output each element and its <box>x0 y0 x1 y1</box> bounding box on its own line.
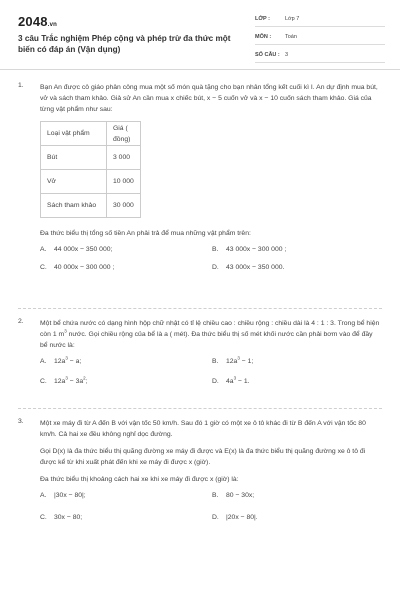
table-header-cell: Giá ( đồng) <box>107 122 141 146</box>
question-paragraph: Gọi D(x) là đa thức biểu thị quãng đường xe máy đi được và E(x) là đa thức biểu thị quãng đường xe ô tô đi được kể từ khi xuất phát đến khi xe máy đi được x (giờ). <box>40 448 366 466</box>
logo-text: 2048 <box>18 14 48 29</box>
question-text: Bạn An được cô giáo phân công mua một số món quà tặng cho bạn nhân tổng kết cuối kì I. An dự định mua bút, vở và sách tham khảo. Giả sử An cần mua x chiếc bút, x − 5 cuốn vở và x − 10 cuốn sách tham khảo. Giá của từng vật phẩm như sau: <box>40 84 378 113</box>
answer-option-b[interactable]: B. $12a^3 - 1$; <box>212 355 254 365</box>
table-header-cell: Loại vật phẩm <box>41 122 107 146</box>
answer-option-c[interactable]: C. $12a^3 - 3a^2$; <box>40 375 88 385</box>
site-logo[interactable] <box>18 14 57 29</box>
answer-option-b[interactable]: B. 80 − 30x; <box>212 492 255 499</box>
table-cell: Sách tham khảo <box>41 194 107 218</box>
question-paragraph: Một xe máy đi từ A đến B với vận tốc 50 km/h. Sau đó 1 giờ có một xe ô tô khác đi từ B đến A với vận tốc 80 km/h. Cả hai xe đều không nghỉ dọc đường. <box>40 420 366 438</box>
meta-value: 3 <box>285 52 289 58</box>
meta-key: LỚP : <box>255 16 270 22</box>
table-row <box>41 194 141 218</box>
meta-value: Lớp 7 <box>285 16 300 22</box>
question-text: Một bể chứa nước có dạng hình hộp chữ nhật có tỉ lệ chiều cao : chiều rộng : chiều dài là 4 : 1 : 3. Trong bể hiện còn 1 $m^3$ nước. Gọi chiều rộng của bể là a ( mét). Đa thức biểu thị số mét khối nước cần phải bơm vào để đầy bể nước là: <box>40 320 380 349</box>
answer-option-d[interactable]: D. $4a^3 - 1$. <box>212 375 250 385</box>
meta-row-subject <box>255 30 385 45</box>
answer-option-a[interactable]: A. |30x − 80|; <box>40 492 86 499</box>
meta-key: MÔN : <box>255 34 272 40</box>
question-number: 1. <box>18 82 24 89</box>
answer-options <box>40 357 380 387</box>
table-row <box>41 170 141 194</box>
table-cell: Vở <box>41 170 107 194</box>
answer-option-b[interactable]: B. 43 000x − 300 000 ; <box>212 246 287 253</box>
answer-options <box>40 491 380 523</box>
price-table <box>40 121 141 218</box>
table-row <box>41 122 141 146</box>
answer-option-c[interactable]: C. 40 000x − 300 000 ; <box>40 264 115 271</box>
meta-row-class <box>255 12 385 27</box>
page-title: 3 câu Trắc nghiệm Phép cộng và phép trừ đa thức một biến có đáp án (Vận dụng) <box>18 34 231 54</box>
divider <box>18 308 382 309</box>
table-cell: 3 000 <box>107 146 141 170</box>
table-cell: 30 000 <box>107 194 141 218</box>
answer-option-a[interactable]: A. 44 000x − 350 000; <box>40 246 113 253</box>
page-header <box>0 0 400 70</box>
meta-key: SỐ CÂU : <box>255 52 280 58</box>
question-number: 2. <box>18 318 24 325</box>
question-prompt: Đa thức biểu thị tổng số tiền An phải trả để mua những vật phẩm trên: <box>40 230 251 237</box>
logo-suffix: .vn <box>47 22 58 28</box>
question-number: 3. <box>18 418 24 425</box>
meta-row-count <box>255 48 385 63</box>
table-cell: Bút <box>41 146 107 170</box>
answer-option-d[interactable]: D. 43 000x − 350 000. <box>212 264 285 271</box>
divider <box>18 408 382 409</box>
table-row <box>41 146 141 170</box>
meta-info <box>255 12 385 66</box>
answer-option-c[interactable]: C. 30x − 80; <box>40 514 83 521</box>
question-prompt: Đa thức biểu thị khoảng cách hai xe khi xe máy đi được x (giờ) là: <box>40 476 239 483</box>
answer-options <box>40 245 380 273</box>
answer-option-d[interactable]: D. |20x − 80|. <box>212 514 258 521</box>
table-cell: 10 000 <box>107 170 141 194</box>
answer-option-a[interactable]: A. $12a^3 - a$; <box>40 355 82 365</box>
meta-value: Toán <box>285 34 297 40</box>
question-text <box>40 418 380 485</box>
